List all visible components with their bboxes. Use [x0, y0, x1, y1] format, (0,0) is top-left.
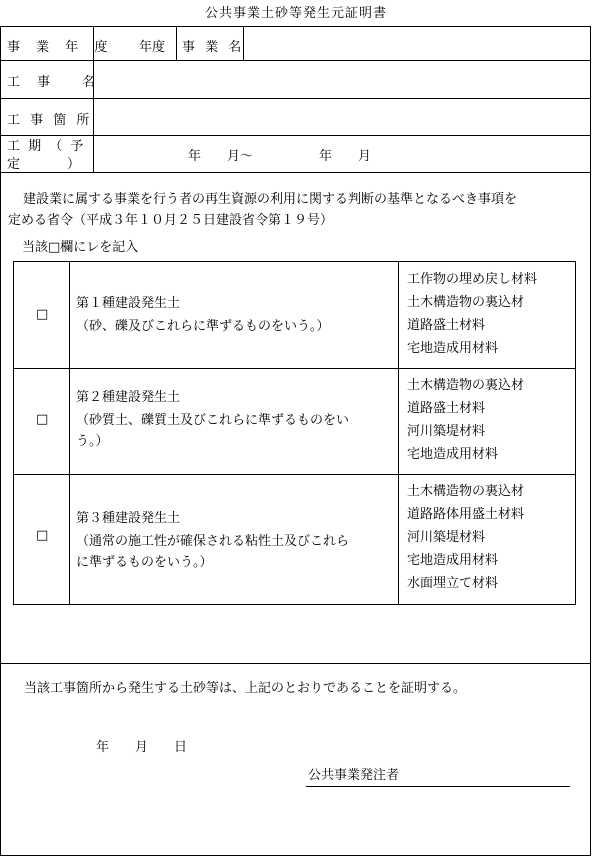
type3-description-continued: に準ずるものをいう。）	[76, 555, 213, 570]
type2-use: 土木構造物の裏込材	[407, 378, 525, 393]
period-label-continued: 定 ）	[7, 157, 83, 172]
type3-use: 水面埋立て材料	[407, 576, 499, 591]
period-to: 年 月	[319, 149, 372, 164]
table-row-divider	[14, 474, 575, 475]
type2-name: 第２種建設発生土	[76, 390, 181, 405]
regulation-text-line2: 定める省令（平成３年１０月２５日建設省令第１９号）	[8, 213, 334, 228]
type2-use: 道路盛土材料	[407, 401, 486, 416]
fiscal-year-unit: 年度	[139, 40, 166, 55]
orderer-label: 公共事業発注者	[308, 768, 400, 783]
work-site-label: 工 事 箇 所	[7, 113, 93, 128]
certification-date: 年 月 日	[96, 740, 188, 755]
project-name-label: 事 業 名	[182, 40, 245, 55]
period-label: 工 期 （ 予	[7, 139, 86, 154]
type1-use: 道路盛土材料	[407, 318, 486, 333]
soil-classification-table	[13, 261, 576, 605]
type2-use: 宅地造成用材料	[407, 447, 499, 462]
fiscal-year-field[interactable]	[94, 28, 134, 59]
type1-checkbox[interactable]: □	[36, 307, 49, 322]
certification-statement: 当該工事箇所から発生する土砂等は、上記のとおりであることを証明する。	[24, 681, 467, 696]
table-column-divider	[398, 262, 399, 604]
type1-use: 土木構造物の裏込材	[407, 295, 525, 310]
document-title: 公共事業土砂等発生元証明書	[204, 6, 387, 21]
type2-checkbox[interactable]: □	[36, 412, 49, 427]
signature-line[interactable]	[306, 786, 570, 787]
regulation-text-line1: 建設業に属する事業を行う者の再生資源の利用に関する判断の基準となるべき事項を	[23, 192, 518, 207]
period-from: 年 月～	[188, 149, 254, 164]
type3-description: （通常の施工性が確保される粘性土及びこれら	[76, 534, 350, 549]
work-site-field[interactable]	[94, 99, 590, 134]
type3-checkbox[interactable]: □	[36, 528, 49, 543]
type2-use: 河川築堤材料	[407, 424, 486, 439]
cell-divider	[176, 27, 177, 60]
check-instruction: 当該□欄にレを記入	[22, 240, 139, 255]
work-name-field[interactable]	[94, 61, 590, 97]
table-column-divider	[69, 262, 70, 604]
project-name-field[interactable]	[244, 28, 590, 59]
type3-name: 第３種建設発生土	[76, 511, 181, 526]
fiscal-year-label: 事 業 年 度	[7, 40, 114, 55]
work-name-label: 工 事 名	[7, 75, 98, 90]
type2-description-continued: う。）	[76, 434, 109, 449]
type3-use: 河川築堤材料	[407, 530, 486, 545]
type1-use: 工作物の埋め戻し材料	[407, 272, 538, 287]
row-divider	[1, 172, 590, 173]
type2-description: （砂質土、礫質土及びこれらに準ずるものをい	[76, 413, 350, 428]
section-divider	[1, 663, 590, 664]
type1-use: 宅地造成用材料	[407, 341, 499, 356]
row-divider	[1, 135, 590, 136]
type1-description: （砂、礫及びこれらに準ずるものをいう。）	[76, 319, 330, 334]
type3-use: 道路路体用盛土材料	[407, 507, 525, 522]
type3-use: 宅地造成用材料	[407, 553, 499, 568]
type1-name: 第１種建設発生土	[76, 296, 181, 311]
table-row-divider	[14, 368, 575, 369]
type3-use: 土木構造物の裏込材	[407, 484, 525, 499]
